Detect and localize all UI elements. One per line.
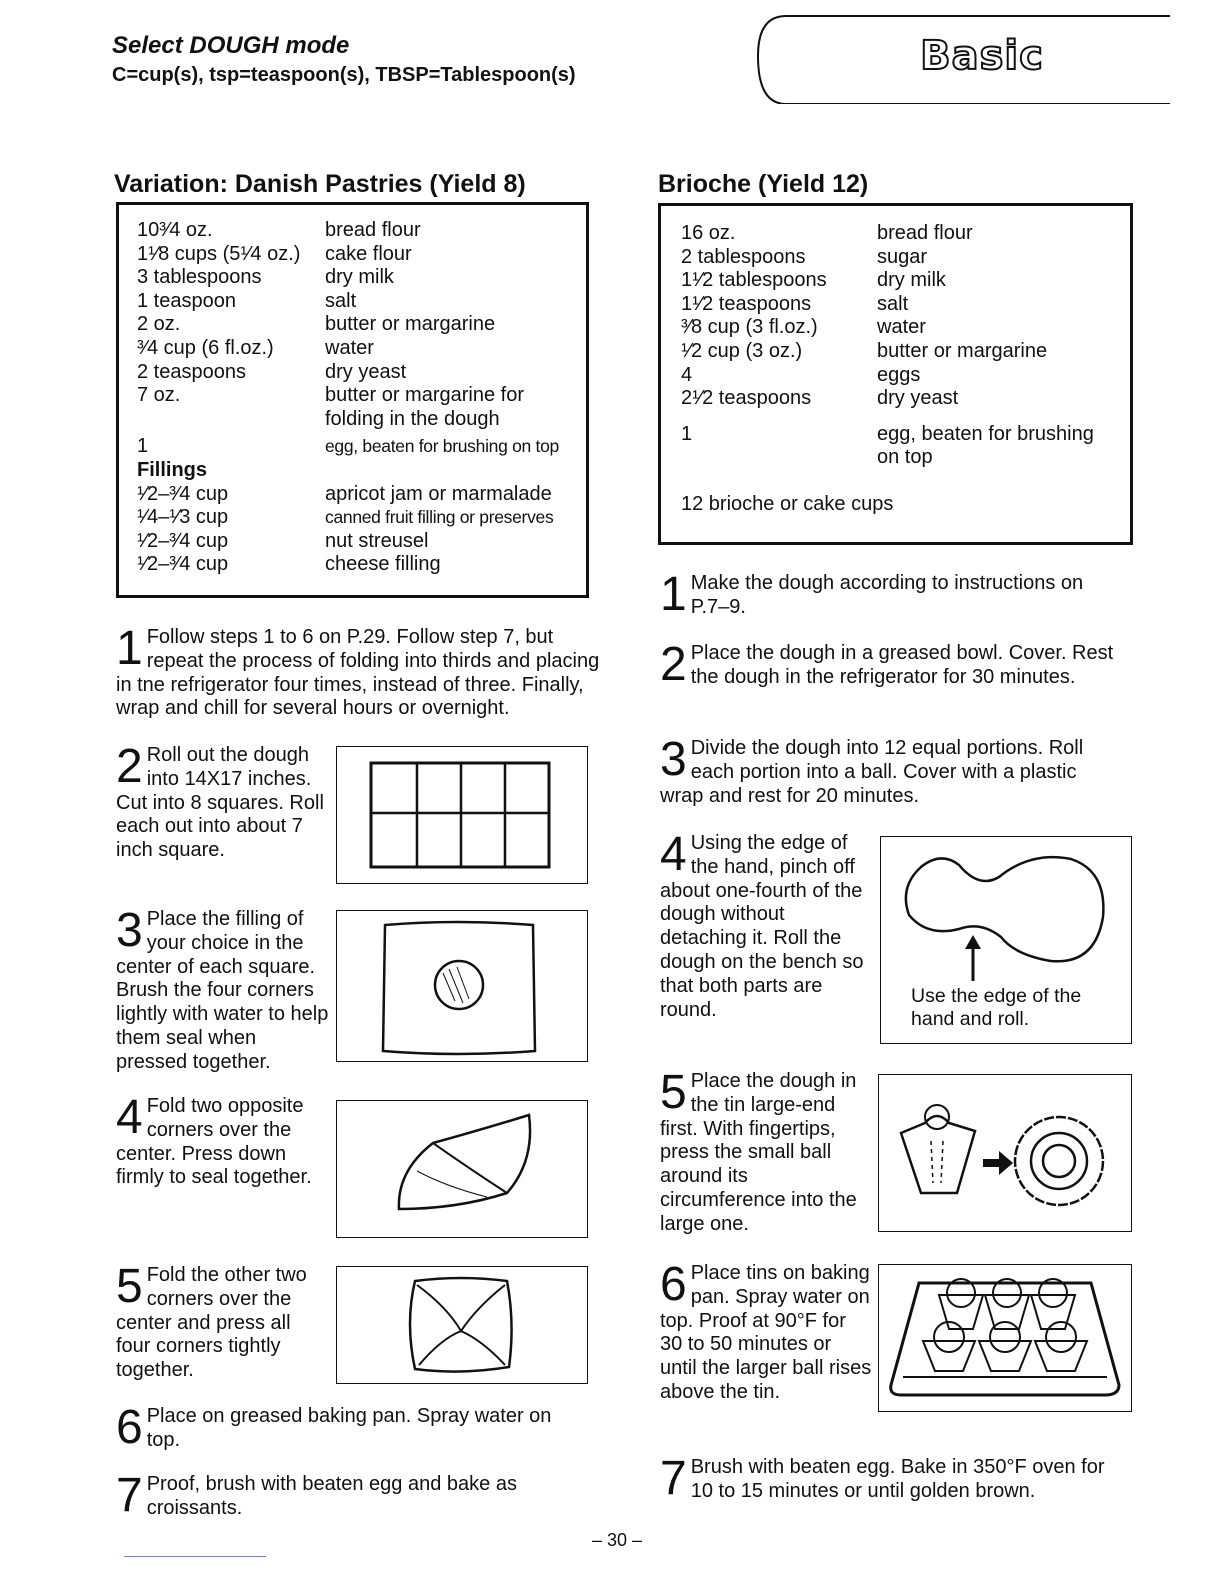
section-tab-label: Basic (920, 33, 1044, 79)
fillings-heading: Fillings (137, 458, 207, 481)
ingredient-row: ¹⁄2 cup (3 oz.) butter or margarine (681, 339, 1048, 362)
ingredient-row: 2 tablespoons sugar (681, 245, 928, 268)
ingredient-row: 3 tablespoons dry milk (137, 266, 394, 289)
ingredient-row: 2¹⁄2 teaspoons dry yeast (681, 387, 959, 410)
brioche-step-5: 5 Place the dough in the tin large-end first. With fingertips, press the small ball around its circumference into the large one. (660, 1066, 857, 1235)
ingredient-row: 1 egg, beaten for brushing on top (681, 422, 1094, 469)
danish-step-6: 6 Place on greased baking pan. Spray water on top. (116, 1401, 552, 1454)
brioche-step-1: 1 Make the dough according to instructions on P.7–9. (660, 568, 1084, 621)
ingredient-row: ³⁄4 cup (6 fl.oz.) water (137, 336, 374, 359)
brioche-step-6: 6 Place tins on baking pan. Spray water on top. Proof at 90°F for 30 to 50 minutes or until the larger ball rises above the tin. (660, 1258, 872, 1403)
ingredient-row: 7 oz. butter or margarine for folding in the dough (137, 384, 524, 430)
danish-step-2: 2 Roll out the dough into 14X17 inches. Cut into 8 squares. Roll each out into about 7 inch square. (116, 740, 324, 862)
ingredient-row: 16 oz. bread flour (681, 222, 973, 244)
danish-step-3: 3 Place the filling of your choice in the center of each square. Brush the four corners lightly with water to help them seal when pressed together. (116, 904, 329, 1073)
page-number: – 30 – (592, 1530, 643, 1550)
dough-pinch-illustration (880, 836, 1132, 1044)
tin-placement-illustration (878, 1074, 1132, 1232)
ingredient-row: 1 egg, beaten for brushing on top (137, 435, 559, 458)
fold-two-corners-illustration (336, 1100, 588, 1238)
filling-row: ¹⁄4–¹⁄3 cup canned fruit filling or preserves (137, 506, 554, 529)
filling-row: ¹⁄2–³⁄4 cup nut streusel (137, 529, 429, 552)
filling-square-illustration (336, 910, 588, 1062)
step4-caption: Use the edge of the hand and roll. (911, 985, 1082, 1030)
squares-illustration (336, 746, 588, 884)
ingredient-row: ³⁄8 cup (3 fl.oz.) water (681, 316, 926, 339)
ingredient-row: 2 teaspoons dry yeast (137, 360, 407, 383)
danish-ingredient-box (116, 202, 589, 598)
brioche-cups-note: 12 brioche or cake cups (681, 492, 894, 515)
ingredient-row: 1¹⁄8 cups (5¹⁄4 oz.) cake flour (137, 242, 412, 265)
brioche-step-7: 7 Brush with beaten egg. Bake in 350°F oven for 10 to 15 minutes or until golden brown. (660, 1452, 1105, 1505)
abbreviation-legend: C=cup(s), tsp=teaspoon(s), TBSP=Tablespoon(s) (112, 64, 576, 86)
brioche-title: Brioche (Yield 12) (658, 170, 869, 198)
ingredient-row: 1¹⁄2 tablespoons dry milk (681, 269, 946, 292)
footer-rule (124, 1556, 266, 1557)
baking-pan-illustration (878, 1264, 1132, 1412)
danish-step-4: 4 Fold two opposite corners over the center. Press down firmly to seal together. (116, 1091, 312, 1189)
filling-row: ¹⁄2–³⁄4 cup cheese filling (137, 553, 441, 576)
fold-four-corners-illustration (336, 1266, 588, 1384)
danish-step-1: 1 Follow steps 1 to 6 on P.29. Follow step 7, but repeat the process of folding into thirds and placing in tne refrigerator four times, instead of three. Finally, wrap and chill for several hours or overnight. (116, 622, 600, 720)
filling-row: ¹⁄2–³⁄4 cup apricot jam or marmalade (137, 482, 552, 505)
brioche-step-2: 2 Place the dough in a greased bowl. Cover. Rest the dough in the refrigerator for 30 minutes. (660, 638, 1114, 691)
ingredient-row: 2 oz. butter or margarine (137, 313, 496, 336)
ingredient-row: 10³⁄4 oz. bread flour (137, 219, 421, 241)
ingredient-row: 1 teaspoon salt (137, 289, 357, 312)
brioche-step-4: 4 Using the edge of the hand, pinch off about one-fourth of the dough without detaching it. Roll the dough on the bench so that both parts are round. (660, 828, 864, 1021)
ingredient-row: 1¹⁄2 teaspoons salt (681, 292, 909, 315)
danish-step-5: 5 Fold the other two corners over the center and press all four corners tightly together. (116, 1260, 307, 1382)
ingredient-row: 4 eggs (681, 363, 921, 386)
brioche-step-3: 3 Divide the dough into 12 equal portions. Roll each portion into a ball. Cover with a plastic wrap and rest for 20 minutes. (660, 733, 1084, 807)
danish-step-7: 7 Proof, brush with beaten egg and bake as croissants. (116, 1469, 517, 1522)
danish-title: Variation: Danish Pastries (Yield 8) (114, 170, 526, 198)
brioche-ingredient-box (658, 203, 1133, 545)
page-title: Select DOUGH mode (112, 32, 350, 59)
